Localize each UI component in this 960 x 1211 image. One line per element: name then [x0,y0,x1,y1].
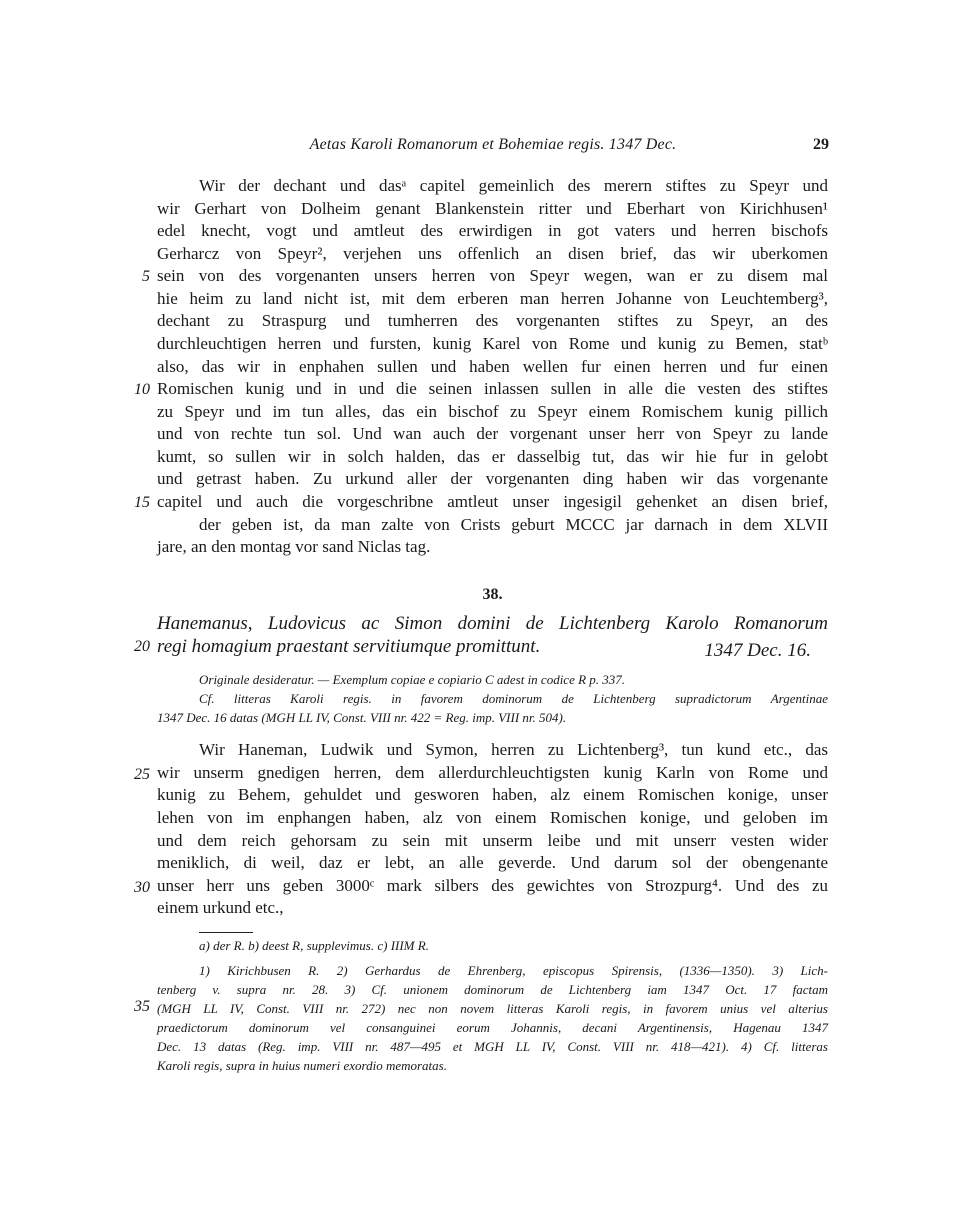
footnote-line: tenberg v. supra nr. 28. 3) Cf. unionem dominorum de Lichtenberg iam 1347 Oct. 17 factam [157,982,828,997]
text-line: Wir Haneman, Ludwik und Symon, herren zu Lichtenberg³, tun kund etc., das [199,740,828,759]
text-line: wir unserm gnedigen herren, dem allerdurchleuchtigsten kunig Karln von Rome und [157,763,828,782]
heading-line-text: regi homagium praestant servitiumque promittunt. [157,636,541,657]
margin-line-number: 30 [134,879,150,896]
source-note-line: 1347 Dec. 16 datas (MGH LL IV, Const. VIII nr. 422 = Reg. imp. VIII nr. 504). [157,710,567,725]
source-note-line: Cf. litteras Karoli regis. in favorem dominorum de Lichtenberg supradictorum Argentinae [199,691,828,706]
text-line: Romischen kunig und in und die seinen inlassen sullen in alle die vesten des stiftes [157,379,828,398]
footnote-line: 1) Kirichbusen R. 2) Gerhardus de Ehrenberg, episcopus Spirensis, (1336—1350). 3) Lich- [199,963,828,978]
heading-line: Hanemanus, Ludovicus ac Simon domini de Lichtenberg Karolo Romanorum [157,613,828,634]
document-number: 38. [482,586,503,603]
margin-line-number: 10 [134,381,150,398]
text-line: hie heim zu land nicht ist, mit dem erberen man herren Johanne von Leuchtemberg³, [157,289,828,308]
text-line: zu Speyr und im tun alles, das ein bischof zu Speyr einem Romischem kunig pillich [157,402,828,421]
text-line: Wir der dechant und dasᵃ capitel gemeinlich des merern stiftes zu Speyr und [199,176,828,195]
text-line: lehen von im enphangen haben, alz von einem Romischen konige, und geloben im [157,808,828,827]
footnote-line: praedictorum dominorum vel consanguinei eorum Johannis, decani Argentinensis, Hagenau 1347 [157,1020,828,1035]
margin-line-number: 20 [134,638,150,655]
text-line: durchleuchtigen herren und fursten, kunig Karel von Rome und kunig zu Bemen, statᵇ [157,334,828,353]
source-note-line: Originale desideratur. — Exemplum copiae e copiario C adest in codice R p. 337. [199,672,626,687]
text-line: und von rechte tun sol. Und wan auch der vorgenant unser herr von Speyr zu lande [157,424,828,443]
margin-line-number: 25 [134,766,150,783]
text-line: unser herr uns geben 3000ᶜ mark silbers des gewichtes von Strozpurg⁴. Und des zu [157,876,828,895]
text-line: und getrast haben. Zu urkund aller der vorgenanten ding haben wir das vorgenante [157,469,828,488]
footnote-line: Dec. 13 datas (Reg. imp. VIII nr. 487—495 et MGH LL IV, Const. VIII nr. 418—421). 4) Cf. litteras [157,1039,828,1054]
text-line: Gerharcz von Speyr², verjehen uns offenlich an disen brief, das wir uberkomen [157,244,828,263]
text-line: und dem reich gehorsam zu sein mit unserm leibe und mit unserr vesten wider [157,831,828,850]
text-line: meniklich, di weil, daz er lebt, an alle geverde. Und darum sol der obengenante [157,853,828,872]
footnote-divider [199,932,253,933]
text-line: kumt, so sullen wir in solch halden, das er dasselbig tut, das wir hie fur in gelobt [157,447,828,466]
text-line: wir Gerhart von Dolheim genant Blankenstein ritter und Eberhart von Kirichhusen¹ [157,199,828,218]
margin-line-number: 35 [134,998,150,1015]
running-head [157,136,829,158]
text-line: sein von des vorgenanten unsers herren von Speyr wegen, wan er zu disem mal [157,266,828,285]
page-number: 29 [813,136,829,153]
text-line: jare, an den montag vor sand Niclas tag. [157,537,431,556]
text-line: dechant zu Straspurg und tumherren des vorgenanten stiftes zu Speyr, an des [157,311,828,330]
running-head-title: Aetas Karoli Romanorum et Bohemiae regis. 1347 Dec. [309,136,677,153]
text-line: also, das wir in enphahen sullen und haben wellen fur einen herren und fur einen [157,357,828,376]
critical-apparatus: a) der R. b) deest R, supplevimus. c) IIIM R. [199,938,429,953]
footnote-line: Karoli regis, supra in huius numeri exordio memoratas. [157,1058,447,1073]
text-line: einem urkund etc., [157,898,284,917]
text-line: der geben ist, da man zalte von Crists geburt MCCC jar darnach in dem XLVII [199,515,828,534]
margin-line-number: 15 [134,494,150,511]
margin-line-number: 5 [142,268,150,285]
text-line: kunig zu Behem, gehuldet und gesworen haben, alz einem Romischen konige, unser [157,785,828,804]
text-line: capitel und auch die vorgeschribne amtleut unser ingesigil gehenket an disen brief, [157,492,828,511]
text-line: edel knecht, vogt und amtleut des erwirdigen in got vaters und herren bischofs [157,221,828,240]
heading-line [157,635,828,659]
heading-date: 1347 Dec. 16. [704,640,811,661]
footnote-line: (MGH LL IV, Const. VIII nr. 272) nec non novem litteras Karoli regis, in favorem unius vel alterius [157,1001,828,1016]
